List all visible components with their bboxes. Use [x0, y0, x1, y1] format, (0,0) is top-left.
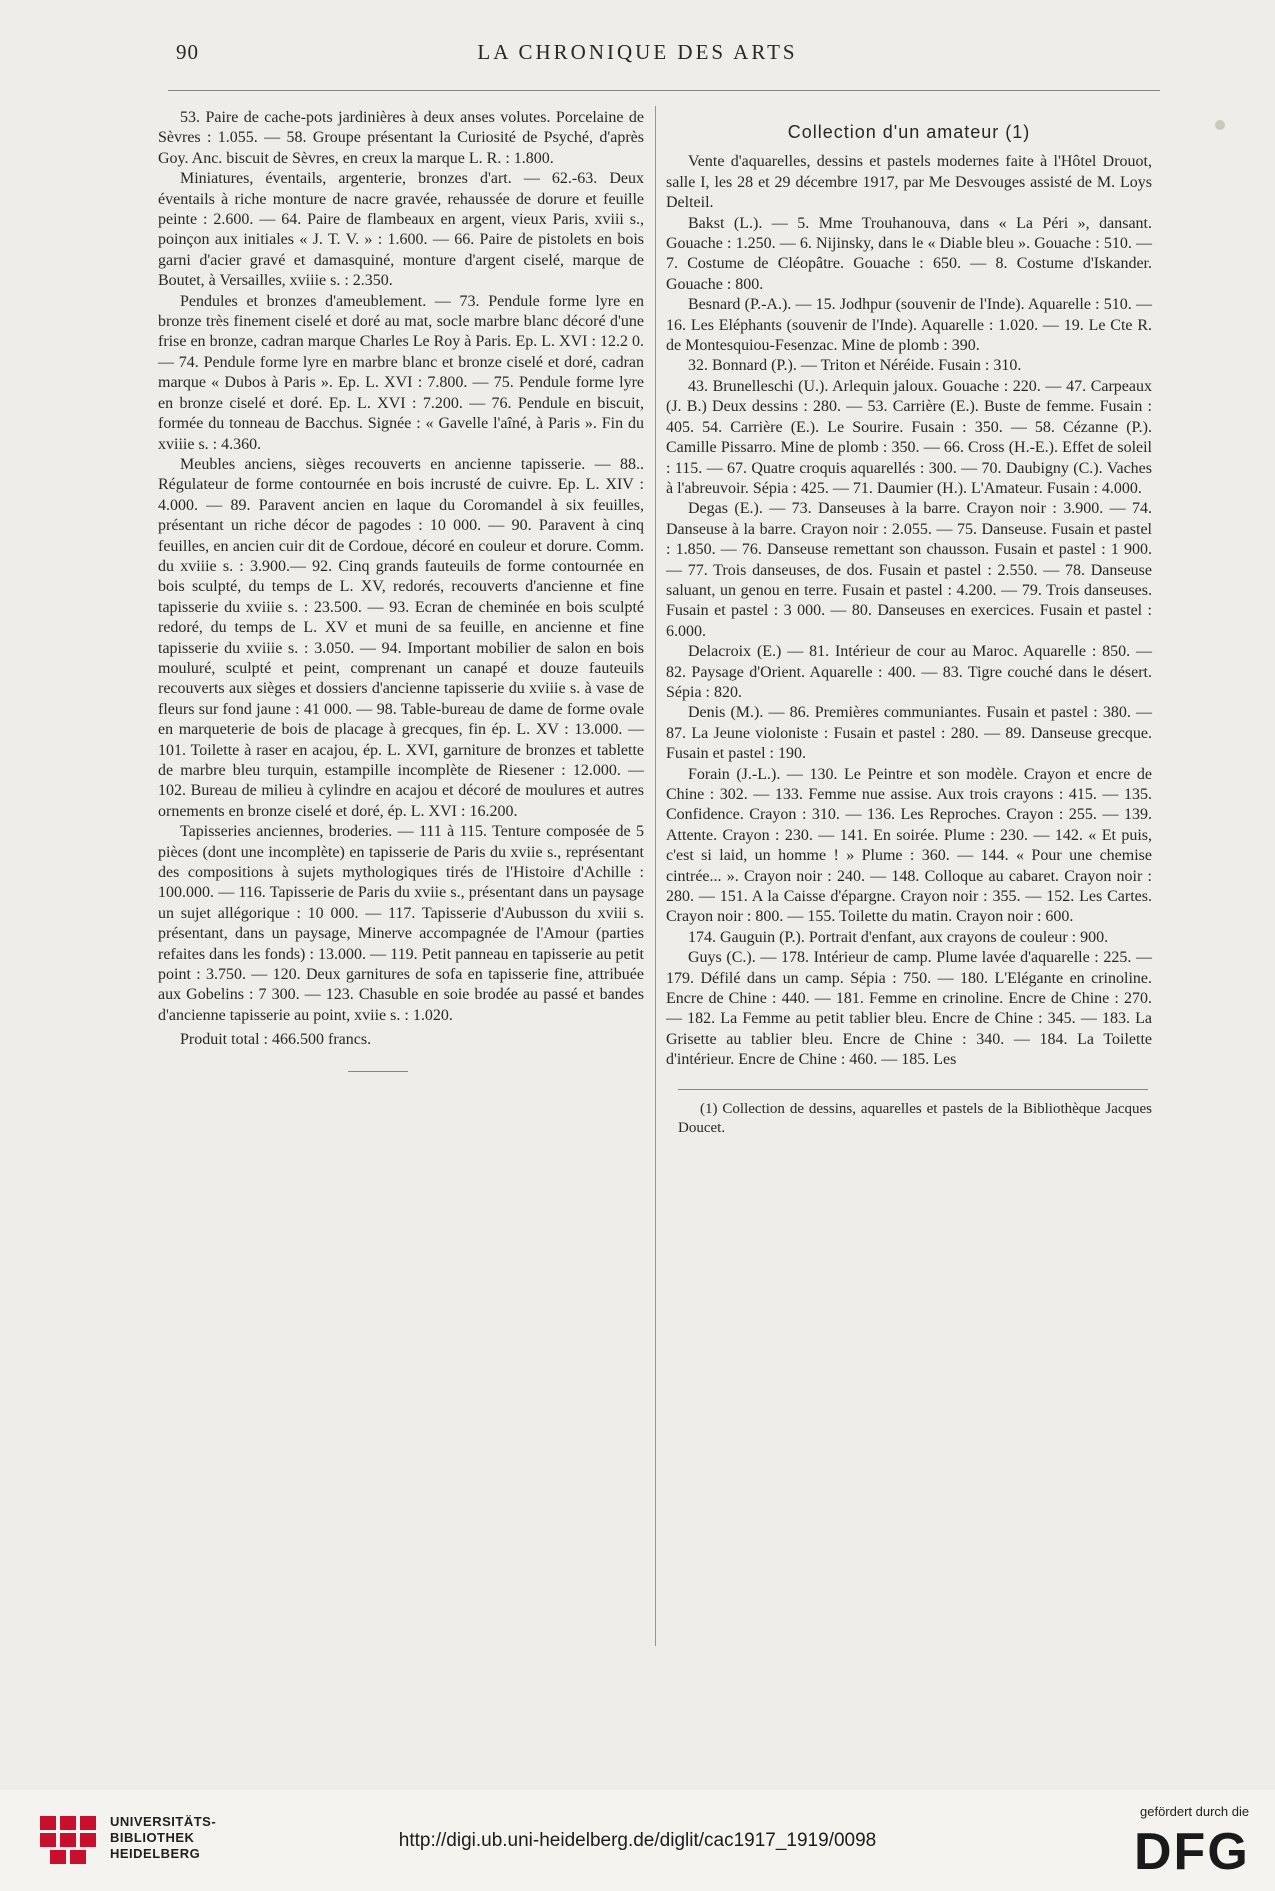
paragraph-meubles: Meubles anciens, sièges recouverts en ancienne tapisserie. — 88.. Régulateur de forme contournée en bois incrusté de cuivre. Ep. L. XIV : 4.000. — 89. Paravent ancien en laque du Coromandel à six feuilles, présentant un riche décor de pagodes : 10 000. — 90. Paravent à cinq feuilles, en ancien cuir dit de Cordoue, décoré en couleur et dorure. Comm. du xviiie s. : 3.900.— 92. Cinq grands fauteuils de forme contournée en bois sculpté, du temps de L. XV, redorés, recouverts d'ancienne et fine tapisserie du xviiie s. : 23.500. — 93. Ecran de cheminée en bois sculpté redoré, du temps de L. XV et muni de sa feuille, en ancienne et fine tapisserie du xviiie s. : 3.050. — 94. Important mobilier de salon en bois mouluré, sculpté et peint, comprenant un canapé et douze fauteuils recouverts aux sièges et dossiers d'ancienne tapisserie du xviiie s. à vase de fleurs sur fond jaune : 41 000. — 98. Table-bureau de dame de forme ovale en marqueterie de bois de placage à grecques, fin ép. L. XV : 13.000. — 101. Toilette à raser en acajou, ép. L. XVI, garniture de bronzes et tablette de marbre bleu turquin, estampille incomplète de Riesener : 12.000. — 102. Bureau de milieu à cylindre en acajou et décoré de moulures et autres ornements en bronze ciselé et doré, ép. L. XVI : 16.200.: [158, 455, 644, 820]
paragraph-guys: Guys (C.). — 178. Intérieur de camp. Plume lavée d'aquarelle : 225. — 179. Défilé dans un camp. Sépia : 750. — 180. L'Elégante en crinoline. Encre de Chine : 440. — 181. Femme en crinoline. Encre de Chine : 270. — 182. La Femme au petit tablier bleu. Encre de Chine : 345. — 183. La Grisette au tablier bleu. Encre de Chine : 340. — 184. La Toilette d'intérieur. Encre de Chine : 460. — 185. Les: [666, 949, 1152, 1069]
paragraph-pendules: Pendules et bronzes d'ameublement. — 73. Pendule forme lyre en bronze très finement ciselé et doré au mat, socle marbre blanc décoré d'une frise en bronze, cadran marque Charles Le Roy à Paris. Ep. L. XVI : 12.2 0. — 74. Pendule forme lyre en marbre blanc et bronze ciselé et doré, cadran marque « Dubos à Paris ». Ep. L. XVI : 7.800. — 75. Pendule forme lyre en bronze ciselé et doré. Ep. L. XVI : 7.200. — 76. Pendule en biscuit, formée du tonneau de Bacchus. Signée : « Gavelle l'aîné, à Paris ». Fin du xviiie s. : 4.360.: [158, 292, 644, 453]
institution-line: HEIDELBERG: [110, 1846, 201, 1861]
paper-spot: [1215, 120, 1225, 130]
funded-by-label: gefördert durch die: [1140, 1804, 1250, 1819]
paragraph-bakst: Bakst (L.). — 5. Mme Trouhanouva, dans « La Péri », dansant. Gouache : 1.250. — 6. Nijinsky, dans le « Diable bleu ». Gouache : 510. — 7. Costume de Cléopâtre. Gouache : 650. — 8. Costume d'Iskander. Gouache : 800.: [666, 214, 1152, 293]
running-title: LA CHRONIQUE DES ARTS: [477, 40, 798, 64]
paragraph-brunelleschi: 43. Brunelleschi (U.). Arlequin jaloux. Gouache : 220. — 47. Carpeaux (J. B.) Deux dessins : 280. — 53. Carrière (E.). Buste de femme. Fusain : 405. 54. Carrière (E.). Le Sourire. Fusain : 350. — 58. Cézanne (P.). Camille Pissarro. Mine de plomb : 350. — 66. Cross (H.-E.). Effet de soleil : 115. — 67. Quatre croquis aquarellés : 300. — 70. Daubigny (C.). Vaches à l'abreuvoir. Sépia : 425. — 71. Daumier (H.). L'Amateur. Fusain : 4.000.: [666, 377, 1152, 497]
footnote: (1) Collection de dessins, aquarelles et pastels de la Bibliothèque Jacques Doucet.: [678, 1100, 1152, 1136]
paragraph-bonnard: 32. Bonnard (P.). — Triton et Néréide. Fusain : 310.: [688, 357, 1022, 375]
page-number: 90: [176, 40, 199, 64]
paragraph-porcelain: 53. Paire de cache-pots jardinières à deux anses volutes. Porcelaine de Sèvres : 1.055. — 58. Groupe présentant la Curiosité de Psyché, d'après Goy. Anc. biscuit de Sèvres, en creux la marque L. R. : 1.800.: [158, 109, 644, 167]
paragraph-besnard: Besnard (P.-A.). — 15. Jodhpur (souvenir de l'Inde). Aquarelle : 510. — 16. Les Eléphants (souvenir de l'Inde). Aquarelle : 1.020. — 19. Le Cte R. de Montesquiou-Fesenzac. Mine de plomb : 390.: [666, 296, 1152, 355]
institution-line: UNIVERSITÄTS-: [110, 1814, 217, 1829]
footer: [0, 1790, 1275, 1891]
source-url[interactable]: http://digi.ub.uni-heidelberg.de/diglit/cac1917_1919/0098: [398, 1830, 877, 1851]
paragraph-intro: Vente d'aquarelles, dessins et pastels modernes faite à l'Hôtel Drouot, salle I, les 28 et 29 décembre 1917, par Me Desvouges assisté de M. Loys Delteil.: [666, 153, 1152, 212]
page-header: [0, 40, 1275, 70]
dfg-logo: DFG: [1134, 1823, 1250, 1881]
paragraph-delacroix: Delacroix (E.) — 81. Intérieur de cour au Maroc. Aquarelle : 850. — 82. Paysage d'Orient. Aquarelle : 400. — 83. Tigre couché dans le désert. Sépia : 820.: [666, 643, 1152, 701]
left-column: [158, 108, 644, 1072]
right-column: [666, 108, 1152, 1138]
footnote-rule: [678, 1089, 1148, 1090]
paragraph-miniatures: Miniatures, éventails, argenterie, bronzes d'art. — 62.-63. Deux éventails à riche monture de nacre gravée, rehaussée de dorure et feuille peinte : 2.600. — 64. Paire de flambeaux en argent, vieux Paris, xviii s., poinçon aux initiales « J. T. V. » : 1.600. — 66. Paire de pistolets en bois garni d'acier gravé et damasquiné, monture d'argent ciselé, marque de Boutet, à Versailles, xviiie s. : 2.350.: [158, 170, 644, 290]
paragraph-degas: Degas (E.). — 73. Danseuses à la barre. Crayon noir : 3.900. — 74. Danseuse à la barre. Crayon noir : 2.055. — 75. Danseuse. Fusain et pastel : 1.850. — 76. Danseuse remettant son chausson. Fusain et pastel : 1 900. — 77. Trois danseuses, de dos. Fusain et pastel : 2.550. — 78. Danseuse saluant, un genou en terre. Fusain et pastel : 4.200. — 79. Trois danseuses. Fusain et pastel : 3 000. — 80. Danseuses en exercices. Fusain et pastel : 6.000.: [666, 500, 1152, 640]
sale-total: Produit total : 466.500 francs.: [180, 1031, 372, 1049]
section-title: Collection d'un amateur (1): [787, 122, 1031, 142]
header-rule: [168, 90, 1160, 91]
institution-line: BIBLIOTHEK: [110, 1830, 195, 1845]
paragraph-tapisseries: Tapisseries anciennes, broderies. — 111 à 115. Tenture composée de 5 pièces (dont une incomplète) en tapisserie de Paris du xviie s., représentant des compositions à sujets mythologiques tirés de l'Histoire d'Achille : 100.000. — 116. Tapisserie de Paris du xviie s., présentant dans un paysage un sujet allégorique : 10 000. — 117. Tapisserie d'Aubusson du xviii s. présentant, dans un paysage, Minerve accompagnée de l'Amour (parties refaites dans les fonds) : 13.000. — 119. Petit panneau en tapisserie au petit point : 3.750. — 120. Deux garnitures de sofa en tapisserie fine, attribuée aux Gobelins : 7 300. — 123. Chasuble en soie brodée au passé et bandes d'ancienne tapisserie au point, xviie s. : 1.020.: [158, 823, 644, 1024]
paragraph-gauguin: 174. Gauguin (P.). Portrait d'enfant, aux crayons de couleur : 900.: [688, 928, 1109, 946]
column-divider: [655, 106, 656, 1646]
paragraph-denis: Denis (M.). — 86. Premières communiantes. Fusain et pastel : 380. — 87. La Jeune violoniste : Fusain et pastel : 280. — 89. Danseuse grecque. Fusain et pastel : 190.: [666, 704, 1152, 763]
end-rule: [348, 1071, 408, 1072]
paragraph-forain: Forain (J.-L.). — 130. Le Peintre et son modèle. Crayon et encre de Chine : 302. — 133. Femme nue assise. Aux trois crayons : 415. — 135. Confidence. Crayon : 310. — 136. Les Reproches. Crayon : 255. — 139. Attente. Crayon : 230. — 141. En soirée. Plume : 230. — 142. « Et puis, c'est si laid, un homme ! » Plume : 360. — 144. « Pour une chemise cintrée... ». Crayon noir : 240. — 148. Colloque au cabaret. Crayon noir : 280. — 151. A la Caisse d'épargne. Crayon noir : 355. — 152. Les Cartes. Crayon noir : 800. — 155. Toilette du matin. Crayon noir : 600.: [666, 765, 1152, 926]
